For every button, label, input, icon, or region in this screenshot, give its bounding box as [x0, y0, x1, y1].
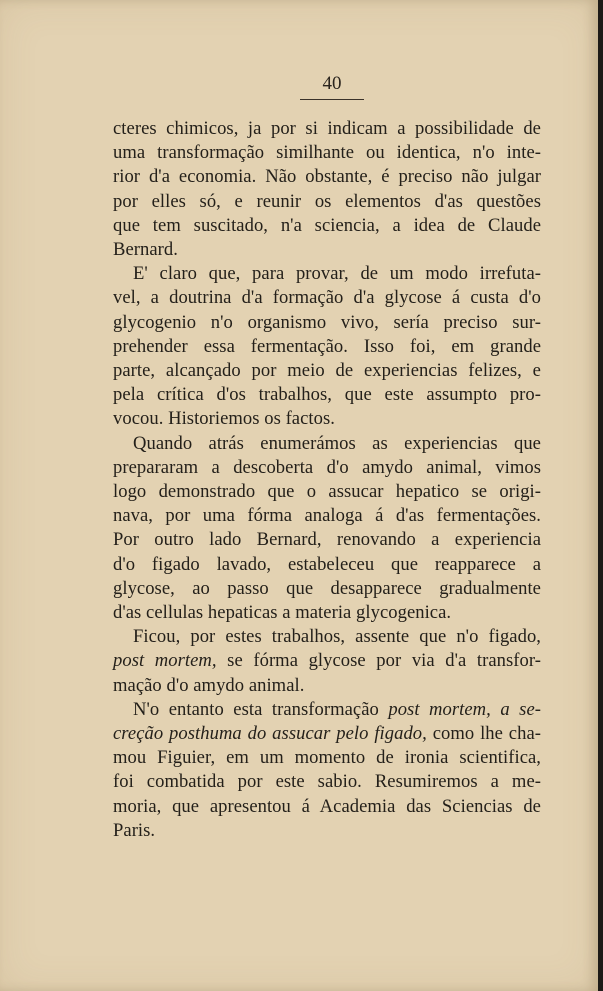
- text-segment: vel, a doutrina d'a formação d'a glycose á custa d'o: [113, 287, 541, 309]
- text-segment: d'o figado lavado, estabeleceu que reapparece a: [113, 553, 541, 575]
- text-line: [113, 746, 541, 770]
- paragraph: [113, 262, 541, 431]
- header-rule: [300, 99, 364, 100]
- text-line: [113, 383, 541, 407]
- text-segment: Por outro lado Bernard, renovando a experiencia: [113, 529, 541, 551]
- text-segment: uma transformação similhante ou identica, n'o inte-: [113, 142, 541, 164]
- text-segment: vocou. Historiemos os factos.: [113, 408, 335, 430]
- text-line: [113, 117, 541, 141]
- text-segment: nava, por uma fórma analoga á d'as fermentações.: [113, 505, 541, 527]
- text-line: [113, 407, 541, 431]
- text-line: [113, 141, 541, 165]
- text-segment: se fórma glycose por via d'a transfor-: [216, 650, 542, 672]
- paragraph: [113, 698, 541, 843]
- text-segment: E' claro que, para provar, de um modo irrefuta-: [133, 263, 541, 285]
- text-segment: por elles só, e reunir os elementos d'as questões: [113, 190, 541, 212]
- paragraph: [113, 625, 541, 698]
- text-line: [113, 335, 541, 359]
- text-segment: glycogenio n'o organismo vivo, sería preciso sur-: [113, 311, 541, 333]
- text-segment: cteres chimicos, ja por si indicam a possibilidade de: [113, 118, 541, 139]
- text-segment: Paris.: [113, 819, 156, 841]
- text-segment: mou Figuier, em um momento de ironia scientifica,: [113, 747, 541, 769]
- text-line: [113, 432, 541, 456]
- text-line: [113, 359, 541, 383]
- text-segment: como lhe cha-: [426, 723, 541, 745]
- text-line: [113, 311, 541, 335]
- text-segment: Quando atrás enumerámos as experiencias que: [133, 432, 541, 454]
- text-segment: prehender essa fermentação. Isso foi, em grande: [113, 335, 541, 357]
- paragraph: [113, 117, 541, 262]
- text-line: [113, 238, 541, 262]
- text-line: [113, 722, 541, 746]
- text-segment: parte, alcançado por meio de experiencias felizes, e: [113, 360, 541, 382]
- text-line: [113, 625, 541, 649]
- text-segment: Bernard.: [113, 239, 178, 261]
- text-segment: Ficou, por estes trabalhos, assente que n'o figado,: [133, 626, 541, 648]
- text-line: [113, 165, 541, 189]
- text-segment: foi combatida por este sabio. Resumiremos a me-: [113, 771, 541, 793]
- text-segment: moria, que apresentou á Academia das Sciencias de: [113, 795, 541, 817]
- text-line: [113, 649, 541, 673]
- text-line: [113, 504, 541, 528]
- text-segment: que tem suscitado, n'a sciencia, a idea de Claude: [113, 214, 541, 236]
- text-segment: N'o entanto esta transformação: [133, 698, 389, 720]
- text-line: [113, 286, 541, 310]
- text-line: [113, 601, 541, 625]
- text-line: [113, 698, 541, 722]
- text-line: [113, 674, 541, 698]
- page-number: 40: [322, 73, 342, 94]
- text-line: [113, 190, 541, 214]
- text-line: [113, 795, 541, 819]
- text-line: [113, 214, 541, 238]
- body-text: [113, 117, 541, 843]
- text-segment: mação d'o amydo animal.: [113, 674, 305, 696]
- text-segment: d'as cellulas hepaticas a materia glycogenica.: [113, 602, 452, 624]
- text-segment: glycose, ao passo que desapparece gradualmente: [113, 577, 541, 599]
- italic-segment: post mortem,: [113, 650, 217, 672]
- italic-segment: creção posthuma do assucar pelo figado,: [113, 723, 427, 745]
- text-line: [113, 553, 541, 577]
- text-line: [113, 819, 541, 843]
- text-segment: rior d'a economia. Não obstante, é preciso não julgar: [113, 166, 541, 188]
- page-header: [300, 72, 364, 100]
- text-line: [113, 577, 541, 601]
- text-line: [113, 770, 541, 794]
- text-segment: logo demonstrado que o assucar hepatico se origi-: [113, 481, 541, 503]
- text-line: [113, 480, 541, 504]
- text-line: [113, 262, 541, 286]
- text-line: [113, 528, 541, 552]
- text-segment: prepararam a descoberta d'o amydo animal, vimos: [113, 456, 541, 478]
- paragraph: [113, 432, 541, 626]
- italic-segment: post mortem, a se-: [388, 698, 541, 720]
- text-line: [113, 456, 541, 480]
- text-segment: pela crítica d'os trabalhos, que este assumpto pro-: [113, 384, 541, 406]
